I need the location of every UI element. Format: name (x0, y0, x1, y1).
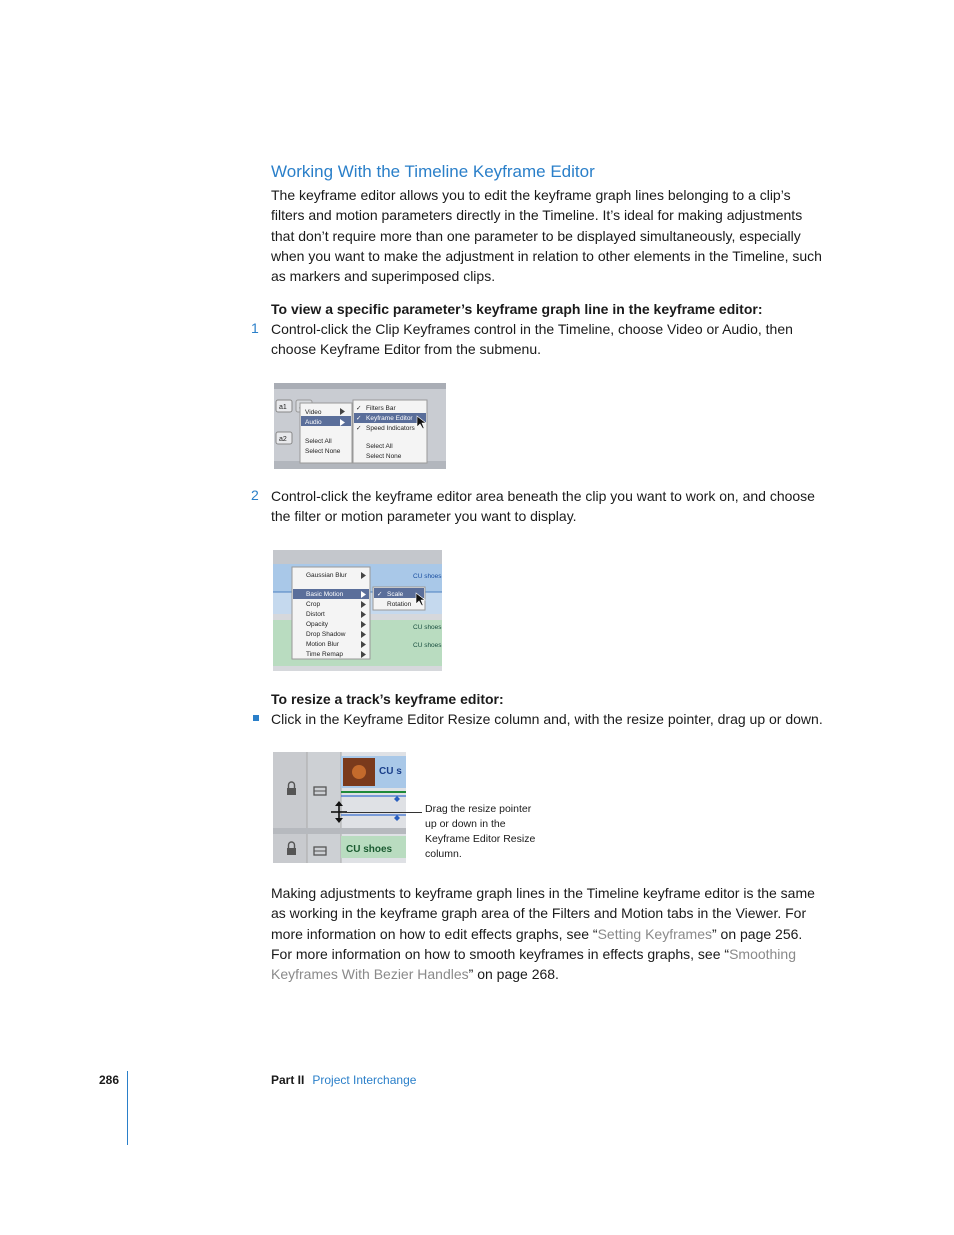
closing-paragraph: Making adjustments to keyframe graph lines in the Timeline keyframe editor is the same as working in the keyframe graph area of the Filters and Motion tabs in the Viewer. For more information on how to edit effects graphs, see “Setting Keyframes” on page 256. For more information on how to smooth keyframes in effects graphs, see “Smoothing Keyframes With Bezier Handles” on page 268. (271, 885, 815, 983)
bullet-text: Click in the Keyframe Editor Resize column and, with the resize pointer, drag up or down. (271, 711, 823, 727)
step-number: 1 (251, 320, 259, 336)
section-title: Working With the Timeline Keyframe Editor (271, 162, 595, 181)
link-setting-keyframes[interactable]: Setting Keyframes (597, 925, 712, 942)
task-heading-view-graph: To view a specific parameter’s keyframe graph line in the keyframe editor: (271, 301, 763, 317)
submenu-item-select-none: Select None (366, 453, 402, 460)
clip-label: CU s (379, 766, 402, 777)
step-number: 2 (251, 487, 259, 503)
submenu-item-filters-bar: Filters Bar (366, 405, 396, 412)
menu-item-motion-blur: Motion Blur (306, 641, 339, 648)
menu-item-select-all: Select All (305, 438, 332, 445)
submenu-item-scale: Scale (387, 591, 404, 598)
check-icon: ✓ (377, 591, 383, 598)
footer-divider (127, 1071, 128, 1145)
bullet-icon (253, 715, 259, 721)
clip-label: CU shoes (346, 844, 393, 855)
menu-item-drop-shadow: Drop Shadow (306, 631, 346, 638)
menu-item-crop: Crop (306, 601, 321, 608)
footer-part-label: Part II (271, 1073, 305, 1087)
menu-item-time-remap: Time Remap (306, 651, 343, 658)
submenu-item-speed-indicators: Speed Indicators (366, 425, 415, 432)
submenu-item-keyframe-editor: Keyframe Editor (366, 415, 413, 422)
track-label: a2 (279, 436, 287, 443)
menu-item-audio: Audio (305, 419, 322, 426)
menu-item-select-none: Select None (305, 448, 341, 455)
intro-paragraph: The keyframe editor allows you to edit the keyframe graph lines belonging to a clip’s filters and motion parameters directly in the Timeline. It’s ideal for making adjustments that don’t require more than one parameter to be displayed simultaneously, especially when you want to make the adjustment in relation to other elements in the Timeline, such as markers and superimposed clips. (271, 187, 822, 285)
callout-line (345, 812, 422, 813)
menu-item-opacity: Opacity (306, 621, 329, 628)
task-heading-resize: To resize a track’s keyframe editor: (271, 691, 504, 707)
menu-item-video: Video (305, 409, 322, 416)
clip-label: CU shoes (413, 642, 442, 649)
menu-item-gaussian-blur: Gaussian Blur (306, 572, 347, 579)
menu-item-basic-motion: Basic Motion (306, 591, 344, 598)
check-icon: ✓ (356, 415, 362, 422)
submenu-item-rotation: Rotation (387, 601, 412, 608)
submenu-item-select-all: Select All (366, 443, 393, 450)
check-icon: ✓ (356, 405, 362, 412)
footer-part-name: Project Interchange (312, 1073, 417, 1087)
figure-parameter-menu (273, 550, 442, 671)
link-smoothing-keyframes[interactable]: Smoothing Keyframes With Bezier Handles (271, 945, 796, 983)
footer-part (271, 1073, 416, 1087)
figure-clip-keyframes-menu (274, 383, 446, 469)
check-icon: ✓ (356, 425, 362, 432)
clip-label: CU shoes (413, 573, 442, 580)
menu-item-distort: Distort (306, 611, 325, 618)
figure-caption: Drag the resize pointer up or down in the Keyframe Editor Resize column. (425, 803, 536, 860)
figure-resize-column (273, 752, 406, 863)
track-label: a1 (279, 404, 287, 411)
page-number: 286 (99, 1073, 120, 1087)
step-text: Control-click the Clip Keyframes control in the Timeline, choose Video or Audio, then choose Keyframe Editor from the submenu. (271, 321, 793, 358)
clip-label: CU shoes (413, 624, 442, 631)
step-text: Control-click the keyframe editor area beneath the clip you want to work on, and choose the filter or motion parameter you want to display. (271, 488, 815, 525)
